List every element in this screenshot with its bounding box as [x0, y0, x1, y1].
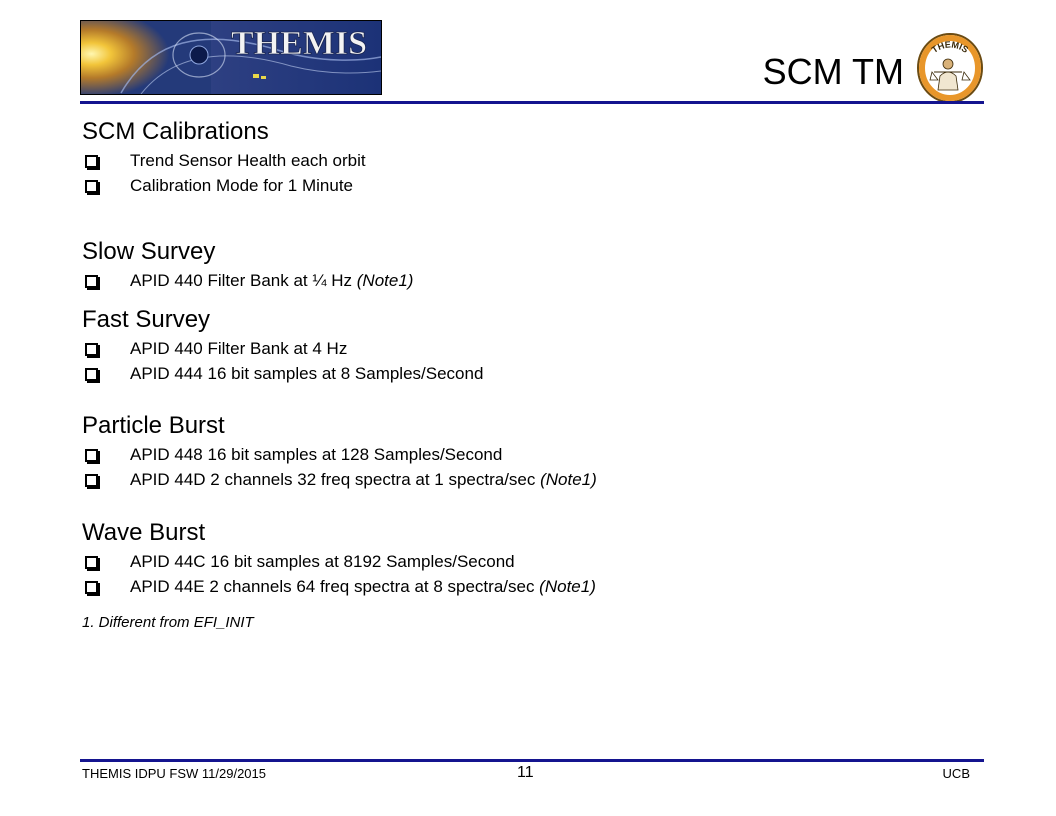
footer-divider	[80, 759, 984, 762]
checkbox-bullet-icon	[85, 343, 98, 356]
section-fast-survey	[82, 306, 962, 386]
bullet-item	[82, 442, 962, 467]
bullet-note: (Note1)	[539, 577, 596, 596]
checkbox-bullet-icon	[85, 275, 98, 288]
banner-wordmark: THEMIS	[231, 25, 368, 62]
checkbox-bullet-icon	[85, 581, 98, 594]
section-heading: Slow Survey	[82, 238, 216, 265]
section-particle-burst	[82, 412, 962, 492]
bullet-text: Calibration Mode for 1 Minute	[130, 176, 354, 195]
slide-title: SCM TM	[762, 51, 904, 92]
bullet-text: APID 440 Filter Bank at 4 Hz	[130, 339, 348, 358]
checkbox-bullet-icon	[85, 180, 98, 193]
checkbox-bullet-icon	[85, 155, 98, 168]
bullet-text: APID 448 16 bit samples at 128 Samples/Second	[130, 445, 503, 464]
bullet-text: APID 44C 16 bit samples at 8192 Samples/Second	[130, 552, 515, 571]
bullet-item	[82, 268, 962, 293]
themis-seal-logo	[916, 32, 984, 104]
footer-right-text: UCB	[942, 766, 970, 781]
footer-left-text: THEMIS IDPU FSW 11/29/2015	[82, 766, 266, 781]
bullet-item	[82, 173, 962, 198]
bullet-text: APID 440 Filter Bank at ¼ Hz	[130, 271, 357, 290]
bullet-item	[82, 549, 962, 574]
checkbox-bullet-icon	[85, 449, 98, 462]
bullet-note: (Note1)	[540, 470, 597, 489]
section-heading: SCM Calibrations	[82, 118, 269, 145]
bullet-item	[82, 574, 962, 599]
header-divider	[80, 101, 984, 104]
section-heading: Particle Burst	[82, 412, 225, 439]
bullet-item	[82, 336, 962, 361]
bullet-text: APID 444 16 bit samples at 8 Samples/Second	[130, 364, 484, 383]
section-heading: Fast Survey	[82, 306, 211, 333]
slide-body	[82, 118, 962, 633]
bullet-text: Trend Sensor Health each orbit	[130, 151, 366, 170]
bullet-text: APID 44D 2 channels 32 freq spectra at 1 spectra/sec	[130, 470, 541, 489]
bullet-text: APID 44E 2 channels 64 freq spectra at 8 spectra/sec	[130, 577, 540, 596]
footnote: 1. Different from EFI_INIT	[82, 614, 254, 631]
checkbox-bullet-icon	[85, 368, 98, 381]
section-slow-survey	[82, 238, 962, 293]
page-number: 11	[517, 764, 534, 781]
bullet-item	[82, 467, 962, 492]
themis-banner-logo	[80, 20, 382, 95]
section-heading: Wave Burst	[82, 519, 206, 546]
section-wave-burst	[82, 519, 962, 599]
section-scm-calibrations	[82, 118, 962, 198]
bullet-item	[82, 148, 962, 173]
bullet-note: (Note1)	[356, 271, 414, 290]
checkbox-bullet-icon	[85, 474, 98, 487]
seal-text: THEMIS	[929, 39, 971, 55]
bullet-item	[82, 361, 962, 386]
checkbox-bullet-icon	[85, 556, 98, 569]
